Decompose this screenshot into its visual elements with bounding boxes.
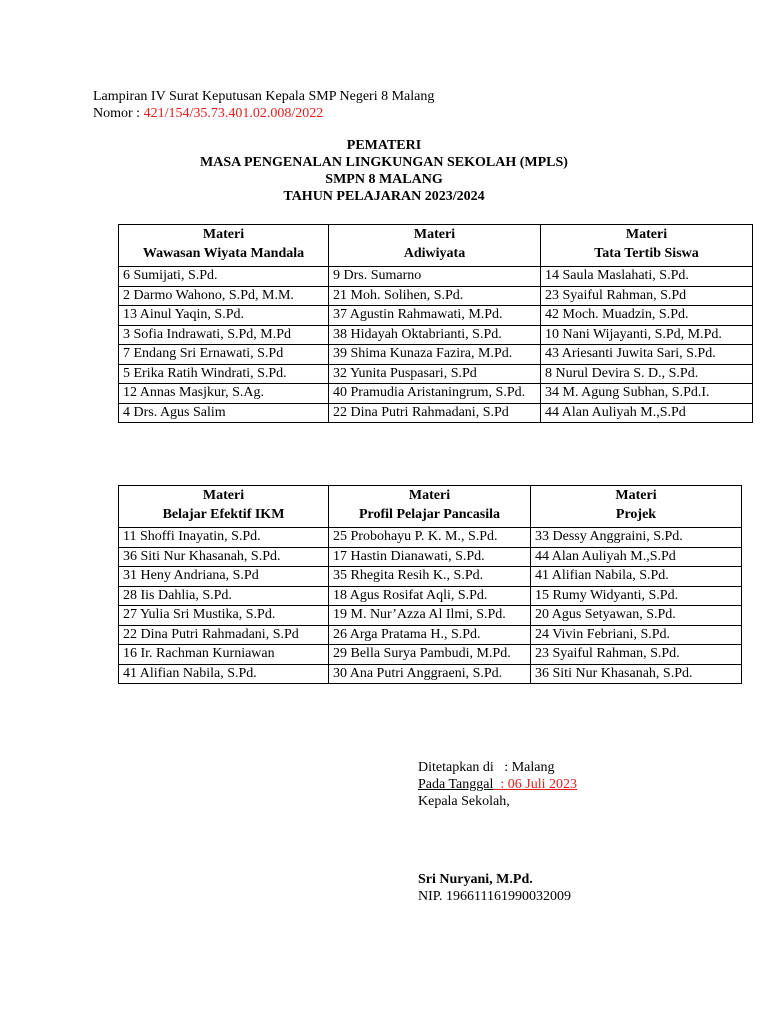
header-projek: Materi Projek [531, 486, 742, 528]
table-cell: 41 Alifian Nabila, S.Pd. [119, 664, 329, 684]
tanggal-line [418, 776, 577, 793]
nomor-line [93, 105, 323, 122]
signer-nip: NIP. 196611161990032009 [418, 889, 571, 904]
table-row [119, 286, 753, 306]
table-cell: 6 Sumijati, S.Pd. [119, 267, 329, 287]
title-year: TAHUN PELAJARAN 2023/2024 [283, 189, 485, 204]
table-row [119, 528, 742, 548]
table-cell: 37 Agustin Rahmawati, M.Pd. [329, 306, 541, 326]
header-belajar-efektif-ikm: Materi Belajar Efektif IKM [119, 486, 329, 528]
table-row [119, 547, 742, 567]
table-cell: 43 Ariesanti Juwita Sari, S.Pd. [541, 345, 753, 365]
table-cell: 23 Syaiful Rahman, S.Pd [541, 286, 753, 306]
table-row [119, 267, 753, 287]
table-row [119, 345, 753, 365]
table-row [119, 364, 753, 384]
table-row [119, 403, 753, 423]
table-cell: 38 Hidayah Oktabrianti, S.Pd. [329, 325, 541, 345]
table-cell: 27 Yulia Sri Mustika, S.Pd. [119, 606, 329, 626]
header-tata-tertib-siswa: Materi Tata Tertib Siswa [541, 225, 753, 267]
nomor-label: Nomor : [93, 106, 144, 121]
table-cell: 32 Yunita Puspasari, S.Pd [329, 364, 541, 384]
table-cell: 17 Hastin Dianawati, S.Pd. [329, 547, 531, 567]
tanggal-value: : 06 Juli 2023 [493, 777, 577, 792]
table-cell: 22 Dina Putri Rahmadani, S.Pd [329, 403, 541, 423]
table-cell: 25 Probohayu P. K. M., S.Pd. [329, 528, 531, 548]
lampiran-line: Lampiran IV Surat Keputusan Kepala SMP Negeri 8 Malang [93, 89, 435, 104]
table-cell: 30 Ana Putri Anggraeni, S.Pd. [329, 664, 531, 684]
table-cell: 4 Drs. Agus Salim [119, 403, 329, 423]
table-cell: 12 Annas Masjkur, S.Ag. [119, 384, 329, 404]
table-row [119, 567, 742, 587]
table-cell: 26 Arga Pratama H., S.Pd. [329, 625, 531, 645]
table-cell: 10 Nani Wijayanti, S.Pd, M.Pd. [541, 325, 753, 345]
table-cell: 5 Erika Ratih Windrati, S.Pd. [119, 364, 329, 384]
table-cell: 21 Moh. Solihen, S.Pd. [329, 286, 541, 306]
signer-name: Sri Nuryani, M.Pd. [418, 872, 533, 887]
table-cell: 40 Pramudia Aristaningrum, S.Pd. [329, 384, 541, 404]
table-cell: 33 Dessy Anggraini, S.Pd. [531, 528, 742, 548]
table-cell: 36 Siti Nur Khasanah, S.Pd. [119, 547, 329, 567]
table-cell: 3 Sofia Indrawati, S.Pd, M.Pd [119, 325, 329, 345]
table-cell: 15 Rumy Widyanti, S.Pd. [531, 586, 742, 606]
tanggal-label: Pada Tanggal [418, 777, 494, 792]
table-materi-2 [118, 485, 742, 684]
title-mpls: MASA PENGENALAN LINGKUNGAN SEKOLAH (MPLS) [200, 155, 568, 170]
header-profil-pelajar-pancasila: Materi Profil Pelajar Pancasila [329, 486, 531, 528]
table-row [119, 306, 753, 326]
table-cell: 41 Alifian Nabila, S.Pd. [531, 567, 742, 587]
table-row [119, 645, 742, 665]
table-cell: 11 Shoffi Inayatin, S.Pd. [119, 528, 329, 548]
jabatan-line: Kepala Sekolah, [418, 794, 510, 809]
table-cell: 22 Dina Putri Rahmadani, S.Pd [119, 625, 329, 645]
table-cell: 34 M. Agung Subhan, S.Pd.I. [541, 384, 753, 404]
table-row [119, 625, 742, 645]
table-row [119, 384, 753, 404]
table-cell: 29 Bella Surya Pambudi, M.Pd. [329, 645, 531, 665]
table-header-row [119, 486, 742, 528]
table-cell: 44 Alan Auliyah M.,S.Pd [531, 547, 742, 567]
table-cell: 16 Ir. Rachman Kurniawan [119, 645, 329, 665]
table-header-row [119, 225, 753, 267]
table-cell: 2 Darmo Wahono, S.Pd, M.M. [119, 286, 329, 306]
table-cell: 23 Syaiful Rahman, S.Pd. [531, 645, 742, 665]
table-cell: 24 Vivin Febriani, S.Pd. [531, 625, 742, 645]
table-cell: 13 Ainul Yaqin, S.Pd. [119, 306, 329, 326]
table-cell: 35 Rhegita Resih K., S.Pd. [329, 567, 531, 587]
table-cell: 9 Drs. Sumarno [329, 267, 541, 287]
ditetapkan-line: Ditetapkan di : Malang [418, 760, 555, 775]
table-cell: 36 Siti Nur Khasanah, S.Pd. [531, 664, 742, 684]
table-cell: 14 Saula Maslahati, S.Pd. [541, 267, 753, 287]
header-wawasan-wiyata-mandala: Materi Wawasan Wiyata Mandala [119, 225, 329, 267]
title-pemateri: PEMATERI [346, 138, 422, 153]
table-cell: 28 Iis Dahlia, S.Pd. [119, 586, 329, 606]
table-row [119, 325, 753, 345]
nomor-value: 421/154/35.73.401.02.008/2022 [143, 106, 324, 121]
table-cell: 42 Moch. Muadzin, S.Pd. [541, 306, 753, 326]
table-cell: 18 Agus Rosifat Aqli, S.Pd. [329, 586, 531, 606]
table-cell: 44 Alan Auliyah M.,S.Pd [541, 403, 753, 423]
table-cell: 19 M. Nur’Azza Al Ilmi, S.Pd. [329, 606, 531, 626]
table-row [119, 664, 742, 684]
table-cell: 7 Endang Sri Ernawati, S.Pd [119, 345, 329, 365]
table-row [119, 606, 742, 626]
table-cell: 39 Shima Kunaza Fazira, M.Pd. [329, 345, 541, 365]
table-cell: 8 Nurul Devira S. D., S.Pd. [541, 364, 753, 384]
title-school: SMPN 8 MALANG [325, 172, 443, 187]
table-cell: 31 Heny Andriana, S.Pd [119, 567, 329, 587]
table-materi-1 [118, 224, 753, 423]
table-cell: 20 Agus Setyawan, S.Pd. [531, 606, 742, 626]
header-adiwiyata: Materi Adiwiyata [329, 225, 541, 267]
table-row [119, 586, 742, 606]
